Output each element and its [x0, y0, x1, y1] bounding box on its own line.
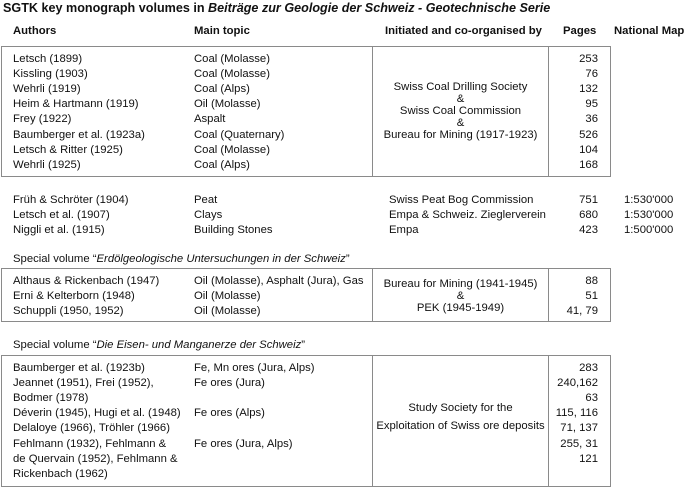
label-prefix: Special volume “ — [13, 339, 97, 351]
topic-cell: Coal (Alps) — [194, 83, 250, 96]
author-cell: Wehrli (1919) — [13, 83, 81, 96]
pages-cell: 41, 79 — [566, 305, 598, 318]
pages-cell: 115, 116 — [555, 407, 598, 420]
topic-cell: Oil (Molasse) — [194, 290, 261, 303]
author-cell: Niggli et al. (1915) — [13, 224, 105, 237]
pages-cell: 71, 137 — [560, 422, 598, 435]
topic-cell: Coal (Molasse) — [194, 143, 270, 156]
group3-org — [373, 277, 548, 316]
org-line: Exploitation of Swiss ore deposits — [376, 420, 545, 432]
page-title — [3, 1, 550, 15]
author-cell: Letsch & Ritter (1925) — [13, 143, 123, 156]
pages-cell: 255, 31 — [560, 437, 598, 450]
org-line: & — [456, 290, 465, 302]
divider — [548, 268, 549, 322]
pages-cell: 76 — [585, 68, 598, 81]
org-cell: Empa — [389, 224, 419, 237]
pages-cell: 63 — [585, 392, 598, 405]
pages-cell: 253 — [579, 53, 598, 65]
pages-cell: 95 — [585, 98, 598, 111]
header-org: Initiated and co-organised by — [385, 25, 542, 37]
author-cell: Bodmer (1978) — [13, 392, 89, 405]
pages-cell: 526 — [579, 128, 598, 141]
author-cell: Früh & Schröter (1904) — [13, 194, 129, 206]
header-topic: Main topic — [194, 25, 250, 37]
org-line: Swiss Coal Commission — [399, 105, 522, 117]
author-cell: Rickenbach (1962) — [13, 467, 108, 480]
topic-cell: Coal (Molasse) — [194, 53, 270, 65]
topic-cell: Fe ores (Alps) — [194, 407, 265, 420]
topic-cell: Fe ores (Jura) — [194, 377, 265, 390]
topic-cell: Oil (Molasse) — [194, 305, 261, 318]
topic-cell: Oil (Molasse) — [194, 98, 261, 111]
header-pages: Pages — [563, 25, 597, 37]
topic-cell: Fe, Mn ores (Jura, Alps) — [194, 362, 315, 374]
pages-cell: 751 — [579, 194, 598, 206]
pages-cell: 680 — [579, 209, 598, 222]
title-prefix: SGTK key monograph volumes in — [3, 1, 209, 15]
header-authors: Authors — [13, 25, 57, 37]
org-line: & — [456, 117, 465, 129]
divider — [548, 355, 549, 487]
author-cell: Jeannet (1951), Frei (1952), — [13, 377, 154, 390]
author-cell: de Quervain (1952), Fehlmann & — [13, 452, 178, 465]
pages-cell: 121 — [579, 452, 598, 465]
label-title: Erdölgeologische Untersuchungen in der Schweiz — [96, 253, 346, 265]
author-cell: Schuppli (1950, 1952) — [13, 305, 124, 318]
author-cell: Déverin (1945), Hugi et al. (1948) — [13, 407, 181, 420]
org-line: & — [456, 93, 465, 105]
org-line: Study Society for the — [408, 402, 513, 414]
org-line: PEK (1945-1949) — [416, 302, 505, 314]
topic-cell: Coal (Molasse) — [194, 68, 270, 81]
label-suffix: ” — [301, 339, 305, 351]
author-cell: Letsch et al. (1907) — [13, 209, 110, 222]
author-cell: Fehlmann (1932), Fehlmann & — [13, 437, 167, 450]
topic-cell: Fe ores (Jura, Alps) — [194, 437, 293, 450]
pages-cell: 168 — [579, 158, 598, 171]
pages-cell: 283 — [579, 362, 598, 374]
topic-cell: Building Stones — [194, 224, 273, 237]
map-cell: 1:500'000 — [624, 224, 674, 237]
org-line: Bureau for Mining (1941-1945) — [383, 278, 538, 290]
topic-cell: Coal (Alps) — [194, 158, 250, 171]
topic-cell: Clays — [194, 209, 223, 222]
topic-cell: Oil (Molasse), Asphalt (Jura), Gas — [194, 275, 364, 287]
author-cell: Letsch (1899) — [13, 53, 83, 65]
pages-cell: 51 — [585, 290, 598, 303]
author-cell: Baumberger et al. (1923b) — [13, 362, 145, 374]
topic-cell: Coal (Quaternary) — [194, 128, 285, 141]
label-prefix: Special volume “ — [13, 253, 97, 265]
pages-cell: 36 — [585, 113, 598, 126]
map-cell: 1:530'000 — [624, 194, 674, 206]
topic-cell: Peat — [194, 194, 218, 206]
special-volume-label — [13, 339, 305, 351]
author-cell: Baumberger et al. (1923a) — [13, 128, 145, 141]
pages-cell: 240,162 — [557, 377, 598, 390]
pages-cell: 104 — [579, 143, 598, 156]
pages-cell: 423 — [579, 224, 598, 237]
org-line: Swiss Coal Drilling Society — [393, 81, 528, 93]
header-map: National Map — [614, 25, 685, 37]
author-cell: Althaus & Rickenbach (1947) — [13, 275, 160, 287]
group4-org — [373, 399, 548, 435]
topic-cell: Aspalt — [194, 113, 226, 126]
divider — [548, 46, 549, 177]
group1-org — [373, 80, 548, 143]
map-cell: 1:530'000 — [624, 209, 674, 222]
author-cell: Delaloye (1966), Tröhler (1966) — [13, 422, 170, 435]
pages-cell: 132 — [579, 83, 598, 96]
author-cell: Erni & Kelterborn (1948) — [13, 290, 135, 303]
author-cell: Frey (1922) — [13, 113, 72, 126]
label-title: Die Eisen- und Manganerze der Schweiz — [96, 339, 302, 351]
author-cell: Heim & Hartmann (1919) — [13, 98, 139, 111]
author-cell: Wehrli (1925) — [13, 158, 81, 171]
label-suffix: ” — [345, 253, 350, 265]
title-series: Beiträge zur Geologie der Schweiz - Geotechnische Serie — [208, 1, 551, 15]
org-cell: Swiss Peat Bog Commission — [389, 194, 534, 206]
pages-cell: 88 — [585, 275, 598, 287]
special-volume-label — [13, 253, 350, 265]
org-cell: Empa & Schweiz. Zieglerverein — [389, 209, 546, 222]
author-cell: Kissling (1903) — [13, 68, 88, 81]
org-line: Bureau for Mining (1917-1923) — [383, 129, 538, 141]
